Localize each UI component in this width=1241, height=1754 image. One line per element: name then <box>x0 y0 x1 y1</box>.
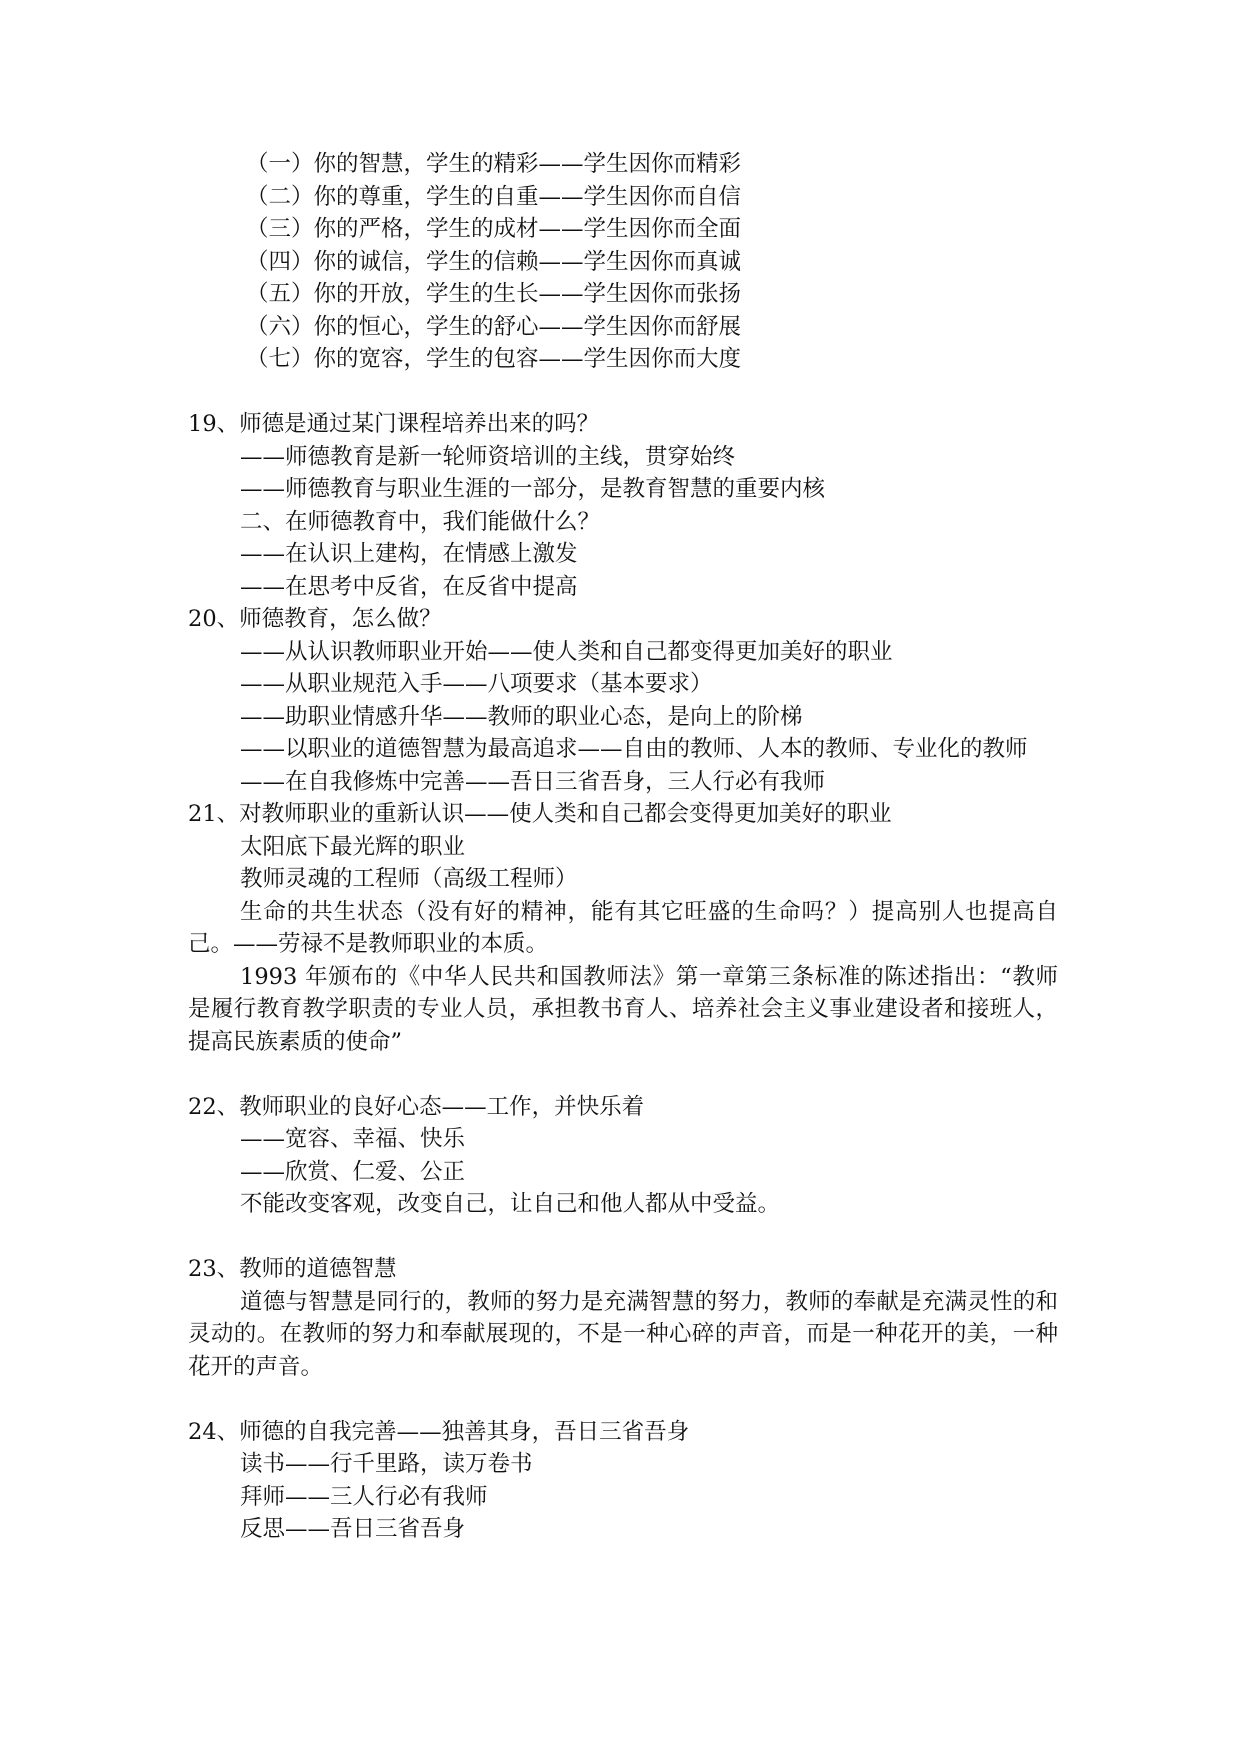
body-paragraph: ——以职业的道德智慧为最高追求——自由的教师、人本的教师、专业化的教师 <box>240 736 1028 762</box>
body-line: ——助职业情感升华——教师的职业心态，是向上的阶梯 <box>240 703 803 730</box>
body-line: 二、在师德教育中，我们能做什么？ <box>240 508 601 535</box>
body-line: 读书——行千里路，读万卷书 <box>240 1451 533 1477</box>
question-19 <box>188 408 1058 603</box>
question-heading: 22、教师职业的良好心态——工作，并快乐着 <box>188 1093 645 1120</box>
body-line: ——在思考中反省，在反省中提高 <box>240 573 578 600</box>
spacer <box>188 1383 1058 1416</box>
question-24 <box>188 1416 1058 1546</box>
body-line: 拜师——三人行必有我师 <box>240 1483 488 1510</box>
list-item: （一）你的智慧，学生的精彩——学生因你而精彩 <box>246 151 742 177</box>
body-line: ——宽容、幸福、快乐 <box>240 1126 466 1152</box>
list-item: （六）你的恒心，学生的舒心——学生因你而舒展 <box>246 313 742 340</box>
question-heading: 21、对教师职业的重新认识——使人类和自己都会变得更加美好的职业 <box>188 801 892 827</box>
body-line: ——师德教育与职业生涯的一部分，是教育智慧的重要内核 <box>240 476 826 502</box>
question-heading: 19、师德是通过某门课程培养出来的吗？ <box>188 411 600 437</box>
document-body <box>188 148 1058 1546</box>
question-heading: 20、师德教育，怎么做？ <box>188 606 442 632</box>
list-item: （四）你的诚信，学生的信赖——学生因你而真诚 <box>246 248 742 275</box>
body-paragraph: 道德与智慧是同行的，教师的努力是充满智慧的努力，教师的奉献是充满灵性的和灵动的。在教师的努力和奉献展现的，不是一种心碎的声音，而是一种花开的美，一种花开的声音。 <box>188 1288 1058 1380</box>
spacer <box>188 376 1058 409</box>
body-line: ——在认识上建构，在情感上激发 <box>240 541 578 567</box>
spacer <box>188 1221 1058 1254</box>
question-20 <box>188 603 1058 798</box>
section-list <box>188 148 1058 376</box>
body-line: ——师德教育是新一轮师资培训的主线，贯穿始终 <box>240 443 736 470</box>
body-line: 不能改变客观，改变自己，让自己和他人都从中受益。 <box>240 1191 781 1217</box>
body-line: ——从职业规范入手——八项要求（基本要求） <box>240 671 713 697</box>
body-paragraph: 1993 年颁布的《中华人民共和国教师法》第一章第三条标准的陈述指出：“教师是履行教育教学职责的专业人员，承担教书育人、培养社会主义事业建设者和接班人，提高民族素质的使命” <box>188 963 1058 1055</box>
spacer <box>188 1058 1058 1091</box>
list-item: （七）你的宽容，学生的包容——学生因你而大度 <box>246 346 742 372</box>
list-item: （三）你的严格，学生的成材——学生因你而全面 <box>246 216 742 242</box>
body-paragraph: 生命的共生状态（没有好的精神，能有其它旺盛的生命吗？）提高别人也提高自己。——劳禄不是教师职业的本质。 <box>188 898 1058 957</box>
body-line: 反思——吾日三省吾身 <box>240 1516 466 1542</box>
question-heading: 24、师德的自我完善——独善其身，吾日三省吾身 <box>188 1418 690 1445</box>
body-line: ——从认识教师职业开始——使人类和自己都变得更加美好的职业 <box>240 638 893 665</box>
body-line: 教师灵魂的工程师（高级工程师） <box>240 866 578 892</box>
body-line: 太阳底下最光辉的职业 <box>240 833 466 860</box>
list-item: （五）你的开放，学生的生长——学生因你而张扬 <box>246 281 742 307</box>
question-22 <box>188 1091 1058 1221</box>
body-line: ——欣赏、仁爱、公正 <box>240 1158 466 1185</box>
question-21 <box>188 798 1058 1058</box>
question-heading: 23、教师的道德智慧 <box>188 1256 397 1282</box>
body-line: ——在自我修炼中完善——吾日三省吾身，三人行必有我师 <box>240 768 826 795</box>
question-23 <box>188 1253 1058 1383</box>
list-item: （二）你的尊重，学生的自重——学生因你而自信 <box>246 183 742 210</box>
